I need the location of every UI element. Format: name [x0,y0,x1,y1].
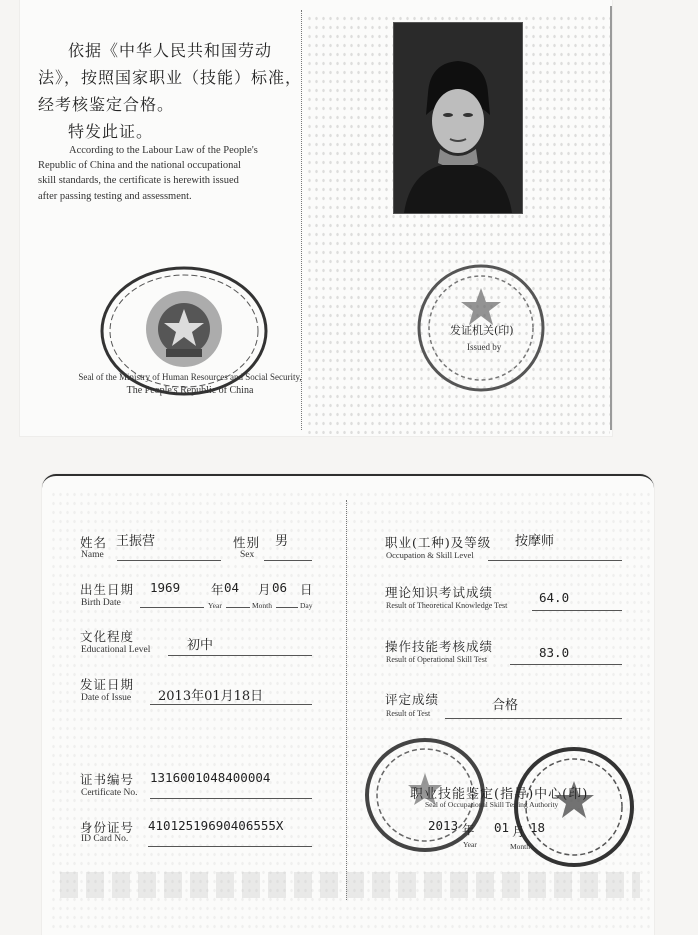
occupation-label-cn: 职业(工种)及等级 [385,535,492,550]
occupation-underline [488,560,622,561]
security-watermark-band [60,872,640,898]
seal-caption-line-2: The People's Republic of China [126,385,254,396]
statement-en-line-2: Republic of China and the national occupational [38,160,241,171]
issue-date-underline [150,704,312,705]
statement-en-line-4: after passing testing and assessment. [38,191,192,202]
center-month-en: Month [510,842,531,851]
result-value: 合格 [492,698,519,713]
cert-no-underline [150,798,312,799]
center-month-value: 01 [494,820,510,835]
center-year-en: Year [463,840,477,849]
theory-underline [532,610,622,611]
birth-day-unit: 日 [300,582,314,597]
sex-label-cn: 性别 [233,535,261,550]
center-seal-label-cn: 职业技能鉴定(指导)中心(印) [410,787,589,802]
operation-underline [510,664,622,665]
issue-date-label-cn: 发证日期 [80,677,135,692]
birth-year-unit: 年 [211,582,225,597]
holder-photo [393,22,523,214]
theory-value: 64.0 [539,590,570,605]
center-year-unit: 年 [462,822,476,837]
theory-label-cn: 理论知识考试成绩 [385,585,494,600]
operation-label-en: Result of Operational Skill Test [386,655,488,664]
edu-underline [168,655,312,656]
id-value: 41012519690406555X [148,818,284,833]
id-label-cn: 身份证号 [80,820,135,835]
sex-value: 男 [275,534,289,549]
issue-date-value: 2013年01月18日 [158,689,264,704]
id-label-en: ID Card No. [81,834,129,844]
operation-value: 83.0 [539,645,570,660]
birth-day-value: 06 [272,580,288,595]
statement-cn-issue: 特发此证。 [68,122,154,141]
birth-month-en: Month [252,601,273,610]
name-underline [117,560,221,561]
birth-label-en: Birth Date [81,598,121,608]
cert-no-value: 1316001048400004 [150,770,271,785]
center-month-unit: 月 [512,824,526,839]
seal-caption-line-1: Seal of the Ministry of Human Resources and Social Security, [78,372,302,382]
birth-year-value: 1969 [150,580,181,595]
birth-year-underline [140,607,204,608]
name-label-en: Name [81,550,104,560]
cert-no-label-en: Certificate No. [81,788,138,798]
statement-cn-line-3: 经考核鉴定合格。 [38,95,175,114]
id-underline [148,846,312,847]
center-day-value: 18 [530,820,546,835]
statement-en-line-1: According to the Labour Law of the People's [69,145,258,156]
national-emblem-icon [146,291,222,367]
issuer-stamp-cn: 发证机关(印) [450,324,514,337]
operation-label-cn: 操作技能考核成绩 [385,639,494,654]
birth-month-unit: 月 [258,582,272,597]
statement-en-line-3: skill standards, the certificate is herewith issued [38,175,239,186]
birth-month-value: 04 [224,580,240,595]
edu-label-cn: 文化程度 [80,629,135,644]
center-year-value: 2013 [428,818,459,833]
issuer-stamp-en: Issued by [467,342,502,352]
occupation-value: 按摩师 [515,534,555,549]
birth-day-underline [276,607,298,608]
star-icon [461,288,501,325]
name-label-cn: 姓名 [80,535,108,550]
cert-no-label-cn: 证书编号 [80,772,135,787]
statement-cn-line-1: 依据《中华人民共和国劳动 [68,41,273,60]
person-portrait-icon [394,23,522,213]
birth-label-cn: 出生日期 [80,582,135,597]
sex-underline [264,560,312,561]
edu-value: 初中 [187,638,214,653]
statement-cn-line-2: 法》，按照国家职业（技能）标准， [38,68,303,87]
birth-month-underline [226,607,250,608]
result-underline [445,718,622,719]
issue-date-label-en: Date of Issue [81,693,132,703]
theory-label-en: Result of Theoretical Knowledge Test [386,601,508,610]
top-page-edge [604,6,612,430]
sex-label-en: Sex [240,550,255,560]
result-label-en: Result of Test [386,709,431,718]
occupation-label-en: Occupation & Skill Level [386,550,474,560]
birth-day-en: Day [300,601,313,610]
name-value: 王振营 [116,534,156,549]
center-seal-label-en: Seal of Occupational Skill Testing Authority [425,800,559,809]
result-label-cn: 评定成绩 [385,692,440,707]
edu-label-en: Educational Level [81,645,151,655]
birth-year-en: Year [208,601,222,610]
